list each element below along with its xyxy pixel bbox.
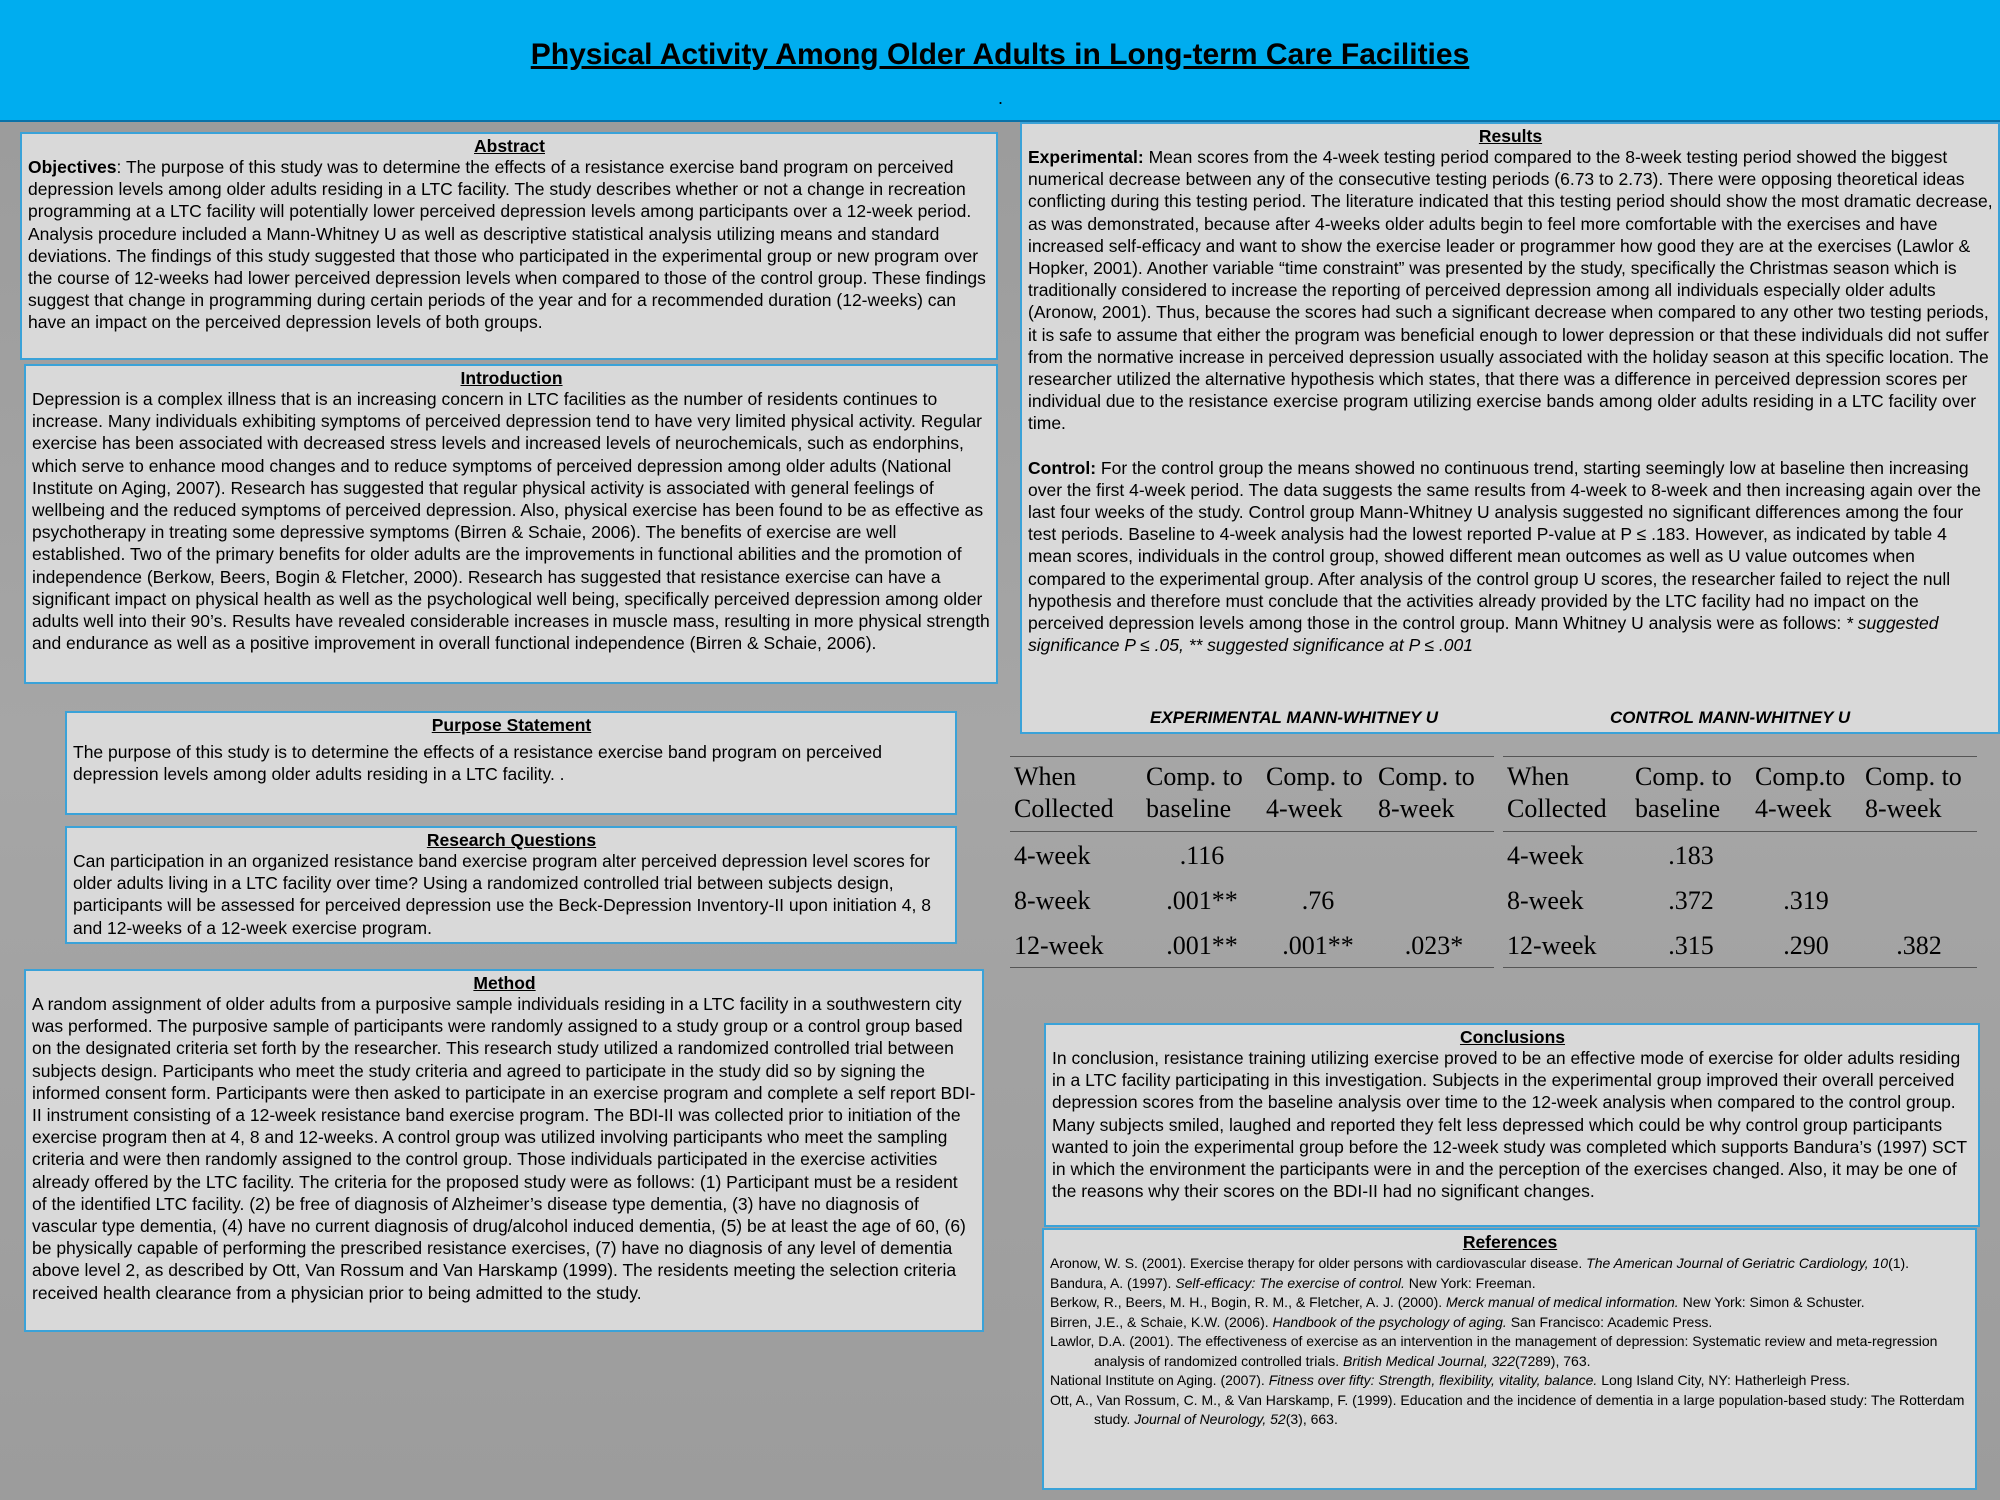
table-row bbox=[1503, 922, 1977, 968]
table-cell: .382 bbox=[1896, 931, 1942, 960]
reference-item: Berkow, R., Beers, M. H., Bogin, R. M., & Fletcher, A. J. (2000). Merck manual of medical information. New York: Simon & Schuster. bbox=[1050, 1294, 1865, 1310]
results-experimental-lead: Experimental: bbox=[1028, 147, 1144, 167]
experimental-table-caption: EXPERIMENTAL MANN-WHITNEY U bbox=[1150, 708, 1439, 727]
table-cell bbox=[1262, 832, 1374, 878]
table-cell: .372 bbox=[1668, 886, 1714, 915]
table-header-cell: Comp. to baseline bbox=[1146, 762, 1243, 823]
table-cell bbox=[1374, 832, 1494, 878]
table-header-cell: Comp. to 4-week bbox=[1266, 762, 1363, 823]
table-cell bbox=[1861, 832, 1977, 878]
table-cell: .319 bbox=[1783, 886, 1829, 915]
table-cell: .76 bbox=[1301, 886, 1335, 915]
table-cell: .023* bbox=[1404, 931, 1464, 960]
reference-item: Lawlor, D.A. (2001). The effectiveness of exercise as an intervention in the management of depression: Systematic review and meta-regression analysis of randomized controlled trials. British Medical Journal, 322(7289), 763. bbox=[1050, 1333, 1938, 1369]
conclusions-panel bbox=[1044, 1023, 1980, 1227]
reference-item: Ott, A., Van Rossum, C. M., & Van Harskamp, F. (1999). Education and the incidence of dementia in a large population-based study: The Rotterdam study. Journal of Neurology, 52(3), 663. bbox=[1050, 1391, 1965, 1427]
table-header-row bbox=[1010, 757, 1494, 832]
results-significance-note: * suggested significance P ≤ .05, ** suggested significance at P ≤ .001 bbox=[1028, 613, 1939, 656]
table-cell bbox=[1861, 877, 1977, 922]
table-header-cell: When Collected bbox=[1014, 762, 1114, 823]
table-header-cell: Comp.to 4-week bbox=[1755, 762, 1846, 823]
abstract-text: : The purpose of this study was to determine the effects of a resistance exercise band program on perceived depression levels among older adults residing in a LTC facility. The study describes whether or not a change in recreation programming at a LTC facility will potentially lower perceived depression levels among participants over a 12-week period. Analysis procedure included a Mann-Whitney U as well as descriptive statistical analysis utilizing means and standard deviations. The findings of this study suggested that those who participated in the experimental group or new program over the course of 12-weeks had lower perceived depression levels when compared to those of the control group. These findings suggest that change in programming during certain periods of the year and for a recommended duration (12-weeks) can have an impact on the perceived depression levels of both groups. bbox=[28, 157, 986, 333]
results-experimental-text: Mean scores from the 4-week testing period compared to the 8-week testing period showed the biggest numerical decrease between any of the consecutive testing periods (6.73 to 2.73). There were opposing theoretical ideas conflicting during this testing period. The literature indicated that this testing period should show the most dramatic decrease, as was demonstrated, because after 4-weeks older adults begin to feel more comfortable with the exercises and have increased self-efficacy and want to show the exercise leader or programmer how good they are at the exercises (Lawlor & Hopker, 2001). Another variable “time constraint” was presented by the study, specifically the Christmas season which is traditionally considered to increase the reporting of perceived depression among all individuals especially older adults (Aronow, 2001). Thus, because the scores had such a significant decrease when compared to any other two testing periods, it is safe to assume that either the program was beneficial enough to lower depression or that these individuals did not suffer from the normative increase in perceived depression usually associated with the holiday season at this specific location. The researcher utilized the alternative hypothesis which states, that there was a difference in perceived depression scores per individual due to the resistance exercise program utilizing exercise bands among older adults residing in a LTC facility over time. bbox=[1028, 147, 1993, 434]
abstract-lead: Objectives bbox=[28, 157, 117, 177]
table-header-cell: Comp. to baseline bbox=[1635, 762, 1732, 823]
abstract-panel bbox=[20, 132, 998, 360]
experimental-mann-whitney-table bbox=[1010, 756, 1494, 968]
conclusions-text: In conclusion, resistance training utilizing exercise proved to be an effective mode of exercise for older adults residing in a LTC facility participating in this investigation. Subjects in the experimental group improved their overall perceived depression scores from the baseline analysis over time to the 12-week analysis when compared to the control group. Many subjects smiled, laughed and reported they felt less depressed which could be why control group participants wanted to join the experimental group before the 12-week study was completed which supports Bandura’s (1997) SCT in which the environment the participants were in and the perception of the exercises changed. Also, it may be one of the reasons why their scores on the BDI-II had no significant changes. bbox=[1052, 1048, 1967, 1202]
purpose-panel bbox=[65, 711, 957, 815]
table-cell: 8-week bbox=[1507, 886, 1584, 915]
conclusions-heading: Conclusions bbox=[1459, 1027, 1565, 1047]
table-cell: .116 bbox=[1179, 841, 1225, 870]
table-header-cell: Comp. to 8-week bbox=[1865, 762, 1962, 823]
table-cell: .290 bbox=[1783, 931, 1829, 960]
table-row bbox=[1010, 922, 1494, 968]
introduction-heading: Introduction bbox=[460, 368, 563, 388]
poster-title: Physical Activity Among Older Adults in Long-term Care Facilities bbox=[530, 38, 1470, 71]
table-header-row bbox=[1503, 757, 1977, 832]
table-cell: 4-week bbox=[1014, 841, 1091, 870]
purpose-text: The purpose of this study is to determine the effects of a resistance exercise band program on perceived depression levels among older adults residing in a LTC facility. . bbox=[73, 742, 883, 785]
results-control-lead: Control: bbox=[1028, 457, 1097, 478]
table-cell: .001** bbox=[1166, 931, 1238, 960]
references-panel bbox=[1042, 1228, 1977, 1490]
table-cell: .001** bbox=[1282, 931, 1354, 960]
introduction-text: Depression is a complex illness that is an increasing concern in LTC facilities as the number of residents continues to increase. Many individuals exhibiting symptoms of perceived depression tend to have very limited physical activity. Regular exercise has been associated with decreased stress levels and increased levels of neurochemicals, such as endorphins, which serve to enhance mood changes and to reduce symptoms of perceived depression among older adults (National Institute on Aging, 2007). Research has suggested that regular physical activity is associated with general feelings of wellbeing and the reduced symptoms of perceived depression. Also, physical exercise has been found to be as effective as psychotherapy in treating some depressive symptoms (Birren & Schaie, 2006). The benefits of exercise are well established. Two of the primary benefits for older adults are the improvements in functional abilities and the promotion of independence (Berkow, Beers, Bogin & Fletcher, 2000). Research has suggested that resistance exercise can have a significant impact on physical health as well as the psychological well being, specifically perceived depression among older adults well into their 90’s. Results have revealed considerable increases in muscle mass, resulting in more physical strength and endurance as well as a positive improvement in overall functional independence (Birren & Schaie, 2006). bbox=[32, 389, 990, 654]
results-experimental bbox=[1028, 146, 1993, 435]
results-panel bbox=[1020, 122, 2000, 734]
table-cell: 12-week bbox=[1507, 931, 1597, 960]
table-cell: .001** bbox=[1166, 886, 1238, 915]
table-cell: 12-week bbox=[1014, 931, 1104, 960]
table-header-cell: Comp. to 8-week bbox=[1378, 762, 1475, 823]
reference-item: Birren, J.E., & Schaie, K.W. (2006). Handbook of the psychology of aging. San Francisco: Academic Press. bbox=[1050, 1313, 1713, 1330]
reference-item: Bandura, A. (1997). Self-efficacy: The exercise of control. New York: Freeman. bbox=[1050, 1274, 1536, 1291]
introduction-panel bbox=[24, 364, 998, 684]
control-table-caption: CONTROL MANN-WHITNEY U bbox=[1610, 708, 1851, 727]
table-cell: .315 bbox=[1668, 931, 1714, 960]
table-row bbox=[1503, 877, 1977, 922]
method-text: A random assignment of older adults from a purposive sample individuals residing in a LTC facility in a southwestern city was performed. The purposive sample of participants were randomly assigned to a study group or a control group based on the designated criteria set forth by the researcher. This research study utilized a randomized controlled trial between subjects design. Participants who meet the study criteria and agreed to participate in the study did so by signing the informed consent form. Participants were then asked to participate in an exercise program and complete a self report BDI-II instrument consisting of a 12-week resistance band exercise program. The BDI-II was collected prior to initiation of the exercise program then at 4, 8 and 12-weeks. A control group was utilized involving participants who meet the sampling criteria and were then randomly assigned to the control group. Those individuals participated in the exercise activities already offered by the LTC facility. The criteria for the proposed study were as follows: (1) Participant must be a resident of the identified LTC facility. (2) be free of diagnosis of Alzheimer’s disease type dementia, (3) have no diagnosis of vascular type dementia, (4) have no current diagnosis of drug/alcohol induced dementia, (5) be at least the age of 60, (6) be physically capable of performing the prescribed resistance exercises, (7) have no diagnosis of any level of dementia above level 2, as described by Ott, Van Rossum and Van Harskamp (1999). The residents meeting the selection criteria received health clearance from a physician prior to being admitted to the study. bbox=[32, 994, 976, 1303]
control-mann-whitney-table bbox=[1503, 756, 1977, 968]
method-panel bbox=[24, 969, 984, 1332]
results-control bbox=[1028, 457, 1993, 657]
research-questions-panel bbox=[65, 826, 957, 944]
table-row bbox=[1010, 877, 1494, 922]
abstract-heading: Abstract bbox=[474, 136, 545, 156]
abstract-body bbox=[28, 156, 991, 334]
table-row bbox=[1010, 832, 1494, 878]
method-heading: Method bbox=[473, 973, 536, 993]
research-questions-heading: Research Questions bbox=[426, 830, 597, 850]
poster-subtitle: . bbox=[998, 88, 1004, 108]
reference-item: National Institute on Aging. (2007). Fitness over fifty: Strength, flexibility, vitality, balance. Long Island City, NY: Hatherleigh Press. bbox=[1050, 1372, 1850, 1388]
purpose-heading: Purpose Statement bbox=[431, 715, 592, 735]
poster-header bbox=[0, 0, 2000, 122]
results-control-text: For the control group the means showed no continuous trend, starting seemingly low at baseline then increasing over the first 4-week period. The data suggests the same results from 4-week to 8-week and then increasing again over the last four weeks of the study. Control group Mann-Whitney U analysis suggested no significant differences among the four test periods. Baseline to 4-week analysis had the lowest reported P-value at P ≤ .183. However, as indicated by table 4 mean scores, individuals in the control group, showed different mean outcomes as well as U value outcomes when compared to the experimental group. After analysis of the control group U scores, the researcher failed to reject the null hypothesis and therefore must conclude that the activities already provided by the LTC facility had no impact on the perceived depression levels among those in the control group. Mann Whitney U analysis were as follows: bbox=[1028, 457, 1981, 634]
table-cell bbox=[1374, 877, 1494, 922]
table-cell: .183 bbox=[1668, 841, 1714, 870]
table-row bbox=[1503, 832, 1977, 878]
table-cell: 4-week bbox=[1507, 841, 1584, 870]
table-header-cell: When Collected bbox=[1507, 762, 1607, 823]
results-heading: Results bbox=[1478, 126, 1543, 146]
research-questions-text: Can participation in an organized resistance band exercise program alter perceived depression level scores for older adults living in a LTC facility over time? Using a randomized controlled trial between subjects design, participants will be assessed for perceived depression use the Beck-Depression Inventory-II upon initiation 4, 8 and 12-weeks of a 12-week exercise program. bbox=[73, 851, 931, 938]
reference-item: Aronow, W. S. (2001). Exercise therapy for older persons with cardiovascular disease. The American Journal of Geriatric Cardiology, 10(1). bbox=[1050, 1255, 1910, 1271]
table-cell bbox=[1751, 832, 1861, 878]
references-heading: References bbox=[1462, 1232, 1558, 1252]
table-cell: 8-week bbox=[1014, 886, 1091, 915]
